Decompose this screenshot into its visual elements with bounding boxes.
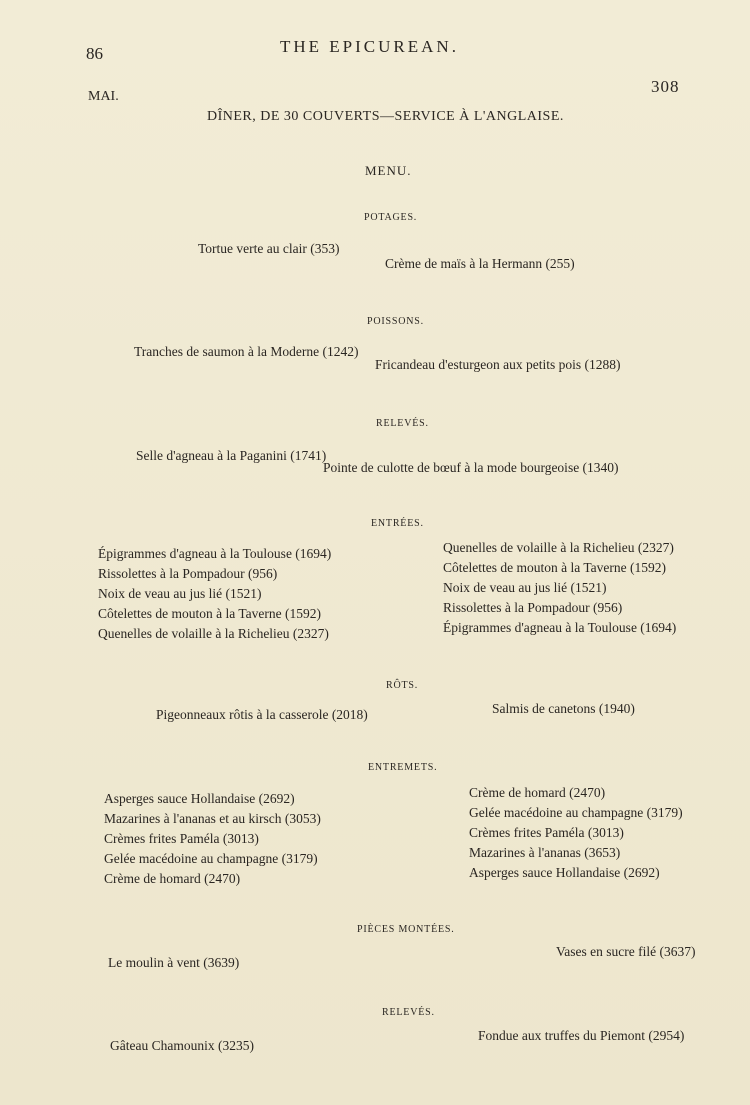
dish-releve2-right: Fondue aux truffes du Piemont (2954) xyxy=(478,1028,685,1043)
menu-title: DÎNER, DE 30 COUVERTS—SERVICE À L'ANGLAISE. xyxy=(207,109,564,124)
list-item: Asperges sauce Hollandaise (2692) xyxy=(469,865,660,880)
entrees-right-column xyxy=(443,538,676,638)
dish-rot-left: Pigeonneaux rôtis à la casserole (2018) xyxy=(156,707,368,722)
list-item: Gelée macédoine au champagne (3179) xyxy=(469,805,683,820)
list-item: Quenelles de volaille à la Richelieu (2327) xyxy=(98,626,329,641)
list-item: Crèmes frites Paméla (3013) xyxy=(469,825,624,840)
entremets-right-column xyxy=(469,783,683,883)
list-item: Épigrammes d'agneau à la Toulouse (1694) xyxy=(443,620,677,635)
list-item: Crèmes frites Paméla (3013) xyxy=(104,831,259,846)
dish-releve2-left: Gâteau Chamounix (3235) xyxy=(110,1038,254,1053)
list-item: Crème de homard (2470) xyxy=(104,871,241,886)
list-item: Rissolettes à la Pompadour (956) xyxy=(98,566,278,581)
dish-potage-left: Tortue verte au clair (353) xyxy=(198,241,340,256)
section-title-potages: POTAGES. xyxy=(364,212,418,223)
list-item: Quenelles de volaille à la Richelieu (2327) xyxy=(443,540,674,555)
section-title-entrees: ENTRÉES. xyxy=(371,518,424,529)
entrees-left-column xyxy=(98,544,331,644)
menu-heading: MENU. xyxy=(365,163,412,178)
dish-piece-right: Vases en sucre filé (3637) xyxy=(556,944,696,959)
section-title-releves-2: RELEVÉS. xyxy=(382,1007,435,1018)
list-item: Mazarines à l'ananas (3653) xyxy=(469,845,621,860)
list-item: Côtelettes de mouton à la Taverne (1592) xyxy=(443,560,666,575)
list-item: Rissolettes à la Pompadour (956) xyxy=(443,600,623,615)
dish-poisson-right: Fricandeau d'esturgeon aux petits pois (1288) xyxy=(375,357,621,372)
dish-piece-left: Le moulin à vent (3639) xyxy=(108,955,240,970)
page-number: 86 xyxy=(86,44,103,63)
list-item: Côtelettes de mouton à la Taverne (1592) xyxy=(98,606,321,621)
menu-number: 308 xyxy=(651,77,680,96)
list-item: Noix de veau au jus lié (1521) xyxy=(443,580,607,595)
list-item: Gelée macédoine au champagne (3179) xyxy=(104,851,318,866)
section-title-poissons: POISSONS. xyxy=(367,316,424,327)
list-item: Noix de veau au jus lié (1521) xyxy=(98,586,262,601)
dish-rot-right: Salmis de canetons (1940) xyxy=(492,701,635,716)
section-title-rots: RÔTS. xyxy=(386,680,419,691)
month-label: MAI. xyxy=(88,89,119,104)
dish-poisson-left: Tranches de saumon à la Moderne (1242) xyxy=(134,344,359,359)
section-title-pieces-montees: PIÈCES MONTÉES. xyxy=(357,924,455,935)
dish-releve-right: Pointe de culotte de bœuf à la mode bourgeoise (1340) xyxy=(323,460,619,475)
dish-releve-left: Selle d'agneau à la Paganini (1741) xyxy=(136,448,327,463)
running-title: THE EPICUREAN. xyxy=(280,37,459,56)
entremets-left-column xyxy=(104,789,321,889)
list-item: Épigrammes d'agneau à la Toulouse (1694) xyxy=(98,546,332,561)
list-item: Asperges sauce Hollandaise (2692) xyxy=(104,791,295,806)
section-title-releves: RELEVÉS. xyxy=(376,418,429,429)
list-item: Mazarines à l'ananas et au kirsch (3053) xyxy=(104,811,321,826)
list-item: Crème de homard (2470) xyxy=(469,785,606,800)
section-title-entremets: ENTREMETS. xyxy=(368,762,438,773)
dish-potage-right: Crème de maïs à la Hermann (255) xyxy=(385,256,575,271)
